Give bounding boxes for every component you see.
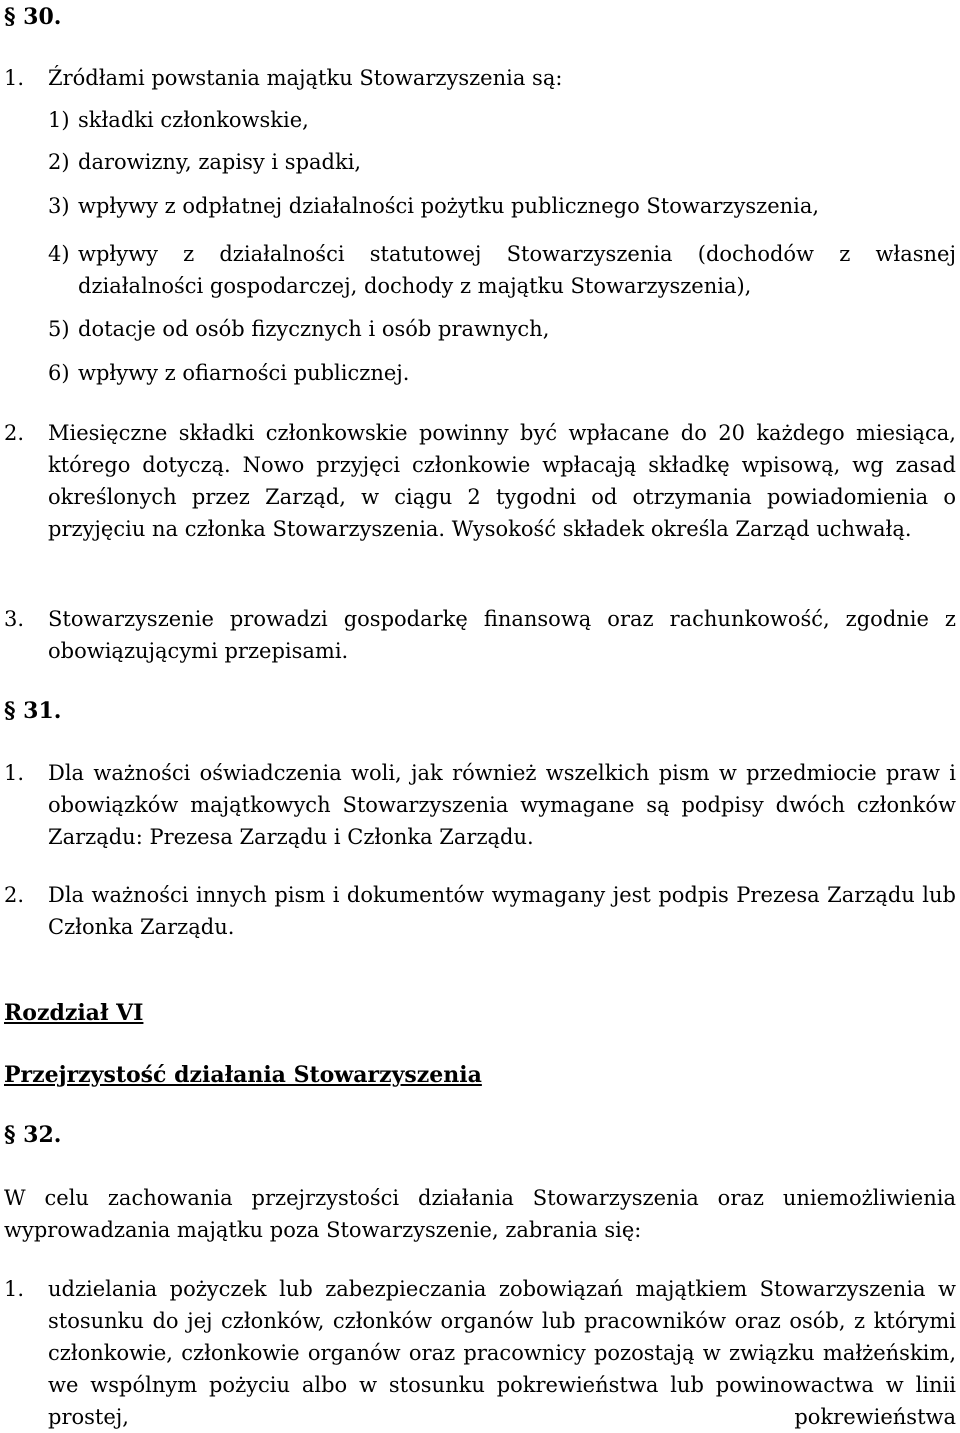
list-item-number: 6) [48,361,70,385]
s30-list-item-3 [48,190,956,222]
s31-p2-text: Dla ważności innych pism i dokumentów wymagany jest podpis Prezesa Zarządu lub Członka Zarządu. [48,883,956,939]
list-item-text: wpływy z odpłatnej działalności pożytku publicznego Stowarzyszenia, [78,194,820,218]
s30-p3-text: Stowarzyszenie prowadzi gospodarkę finansową oraz rachunkowość, zgodnie z obowiązującymi przepisami. [48,607,956,663]
s31-p1-number: 1. [4,761,25,785]
s30-list-item-4 [48,238,956,302]
section-32-header: § 32. [4,1122,62,1148]
section-31-header: § 31. [4,698,62,724]
list-item-number: 5) [48,317,70,341]
s30-list-item-1 [48,104,956,136]
list-item-number: 2) [48,150,70,174]
list-item-number: 3) [48,194,70,218]
s30-list-item-2 [48,146,956,178]
s30-p2-text: Miesięczne składki członkowskie powinny być wpłacane do 20 każdego miesiąca, którego dotyczą. Nowo przyjęci członkowie wpłacają składkę wpisową, wg zasad określonych przez Zarząd, w ciągu 2 tygodni od otrzymania powiadomienia o przyjęciu na członka Stowarzyszenia. Wysokość składek określa Zarząd uchwałą. [48,421,956,541]
s30-p1-number: 1. [4,66,25,90]
list-item-text: darowizny, zapisy i spadki, [78,150,362,174]
list-item-text: wpływy z działalności statutowej Stowarzyszenia (dochodów z własnej działalności gospodarczej, dochody z majątku Stowarzyszenia), [78,242,956,298]
section-30-header: § 30. [4,4,62,30]
chapter-subtitle: Przejrzystość działania Stowarzyszenia [4,1062,482,1088]
list-item-text: składki członkowskie, [78,108,309,132]
s31-p1-text: Dla ważności oświadczenia woli, jak również wszelkich pism w przedmiocie praw i obowiązków majątkowych Stowarzyszenia wymagane są podpisy dwóch członków Zarządu: Prezesa Zarządu i Członka Zarządu. [48,761,956,849]
list-item-number: 1) [48,108,70,132]
s30-p3-number: 3. [4,607,25,631]
s32-intro-text: W celu zachowania przejrzystości działania Stowarzyszenia oraz uniemożliwienia wyprowadzania majątku poza Stowarzyszenie, zabrania się: [4,1186,956,1242]
list-item-text: wpływy z ofiarności publicznej. [78,361,410,385]
s30-p1-text: Źródłami powstania majątku Stowarzyszenia są: [48,66,563,90]
s32-p1-number: 1. [4,1277,25,1301]
s30-list-item-6 [48,357,956,389]
list-item-text: dotacje od osób fizycznych i osób prawnych, [78,317,550,341]
s31-p2-number: 2. [4,883,25,907]
s30-list-item-5 [48,313,956,345]
list-item-number: 4) [48,242,70,266]
s32-p1-text: udzielania pożyczek lub zabezpieczania zobowiązań majątkiem Stowarzyszenia w stosunku do jej członków, członków organów lub pracowników oraz osób, z którymi członkowie, członkowie organów oraz pracownicy pozostają w związku małżeńskim, we wspólnym pożyciu albo w stosunku pokrewieństwa lub powinowactwa w linii prostej, pokrewieństwa [48,1277,956,1429]
s30-p2-number: 2. [4,421,25,445]
chapter-title: Rozdział VI [4,1000,144,1026]
